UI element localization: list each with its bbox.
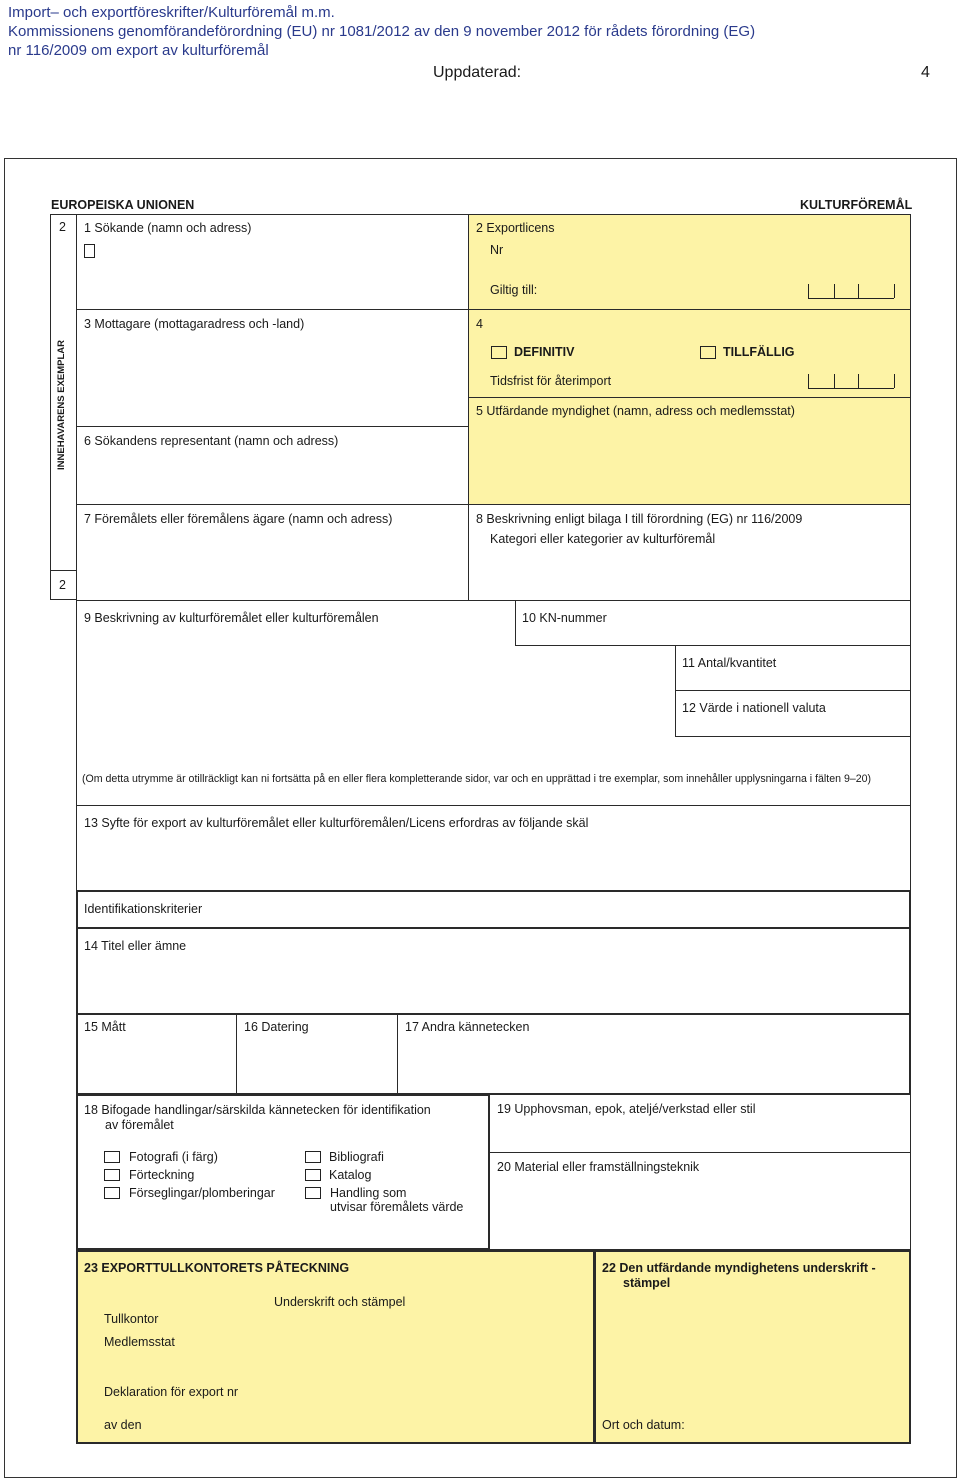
place-date-label: Ort och datum: (602, 1418, 685, 1432)
field-22-label: 22 Den utfärdande myndighetens underskrift - (602, 1261, 876, 1275)
field-11-label: 11 Antal/kvantitet (682, 656, 777, 670)
date-tick (894, 284, 895, 298)
field-14-box[interactable] (76, 927, 911, 1014)
catalogue-label: Katalog (329, 1168, 372, 1182)
field-22-sublabel: stämpel (623, 1276, 671, 1290)
updated-label: Uppdaterad: (433, 64, 522, 81)
field-18-label: 18 Bifogade handlingar/särskilda kännetecken för identifikation (84, 1103, 431, 1117)
field-7-label: 7 Föremålets eller föremålens ägare (namn och adress) (84, 512, 393, 526)
field-2-valid-label: Giltig till: (490, 283, 538, 297)
field-6-label: 6 Sökandens representant (namn och adress) (84, 434, 339, 448)
header-line-2: Kommissionens genomförandeförordning (EU) nr 1081/2012 av den 9 november 2012 för rådets förordning (EG) (8, 23, 756, 40)
field-16-17-divider (397, 1014, 398, 1094)
field-1-checkbox[interactable] (84, 244, 95, 258)
reimport-date-line (808, 388, 894, 389)
field-3-label: 3 Mottagare (mottagaradress och -land) (84, 317, 305, 331)
field-17-label: 17 Andra kännetecken (405, 1020, 530, 1034)
field-5-label: 5 Utfärdande myndighet (namn, adress och medlemsstat) (476, 404, 795, 418)
list-checkbox[interactable] (104, 1169, 120, 1181)
identification-label: Identifikationskriterier (84, 902, 203, 916)
side-label: INNEHAVARENS EXEMPLAR (56, 339, 67, 470)
value-document-checkbox[interactable] (305, 1187, 321, 1199)
photo-checkbox[interactable] (104, 1151, 120, 1163)
field-15-16-divider (236, 1014, 237, 1094)
value-document-label-2: utvisar föremålets värde (330, 1200, 464, 1214)
date-tick (834, 374, 835, 388)
date-tick (834, 284, 835, 298)
field-2-nr-label: Nr (490, 243, 504, 257)
field-8-sublabel: Kategori eller kategorier av kulturföremål (490, 532, 716, 546)
copy-number-top: 2 (59, 220, 66, 234)
field-16-label: 16 Datering (244, 1020, 309, 1034)
export-declaration-label: Deklaration för export nr (104, 1385, 239, 1399)
identification-divider (76, 1013, 911, 1015)
temporary-checkbox[interactable] (700, 346, 716, 359)
field-23-label: 23 EXPORTTULLKONTORETS PÅTECKNING (84, 1261, 350, 1275)
updated-value: 4 (921, 64, 930, 81)
member-state-label: Medlemsstat (104, 1335, 175, 1349)
field-15-label: 15 Mått (84, 1020, 126, 1034)
reimport-label: Tidsfrist för återimport (490, 374, 612, 388)
field-18-sublabel: av föremålet (105, 1118, 174, 1132)
copy-number-bottom: 2 (59, 578, 66, 592)
photo-label: Fotografi (i färg) (129, 1150, 218, 1164)
field-1-label: 1 Sökande (namn och adress) (84, 221, 252, 235)
field-23-signature-label: Underskrift och stämpel (274, 1295, 406, 1309)
field-20-label: 20 Material eller framställningsteknik (497, 1160, 700, 1174)
date-tick (808, 284, 809, 298)
eu-label: EUROPEISKA UNIONEN (51, 198, 195, 212)
field-12-label: 12 Värde i nationell valuta (682, 701, 826, 715)
field-4-label: 4 (476, 317, 483, 331)
field-2-label: 2 Exportlicens (476, 221, 555, 235)
date-tick (858, 284, 859, 298)
definitive-label: DEFINITIV (514, 345, 575, 359)
field-10-label: 10 KN-nummer (522, 611, 607, 625)
date-tick (858, 374, 859, 388)
bibliography-label: Bibliografi (329, 1150, 384, 1164)
date-tick (894, 374, 895, 388)
declaration-date-label: av den (104, 1418, 142, 1432)
field-9-label: 9 Beskrivning av kulturföremålet eller kulturföremålen (84, 611, 379, 625)
field-19-label: 19 Upphovsman, epok, ateljé/verkstad eller stil (497, 1102, 756, 1116)
field-14-label: 14 Titel eller ämne (84, 939, 187, 953)
header-line-1: Import– och exportföreskrifter/Kulturföremål m.m. (8, 4, 335, 21)
field-8-label: 8 Beskrivning enligt bilaga I till förordning (EG) nr 116/2009 (476, 512, 803, 526)
header-line-3: nr 116/2009 om export av kulturföremål (8, 42, 269, 59)
seals-checkbox[interactable] (104, 1187, 120, 1199)
date-tick (808, 374, 809, 388)
bibliography-checkbox[interactable] (305, 1151, 321, 1163)
type-label: KULTURFÖREMÅL (800, 198, 913, 212)
customs-office-label: Tullkontor (104, 1312, 159, 1326)
continuation-note: (Om detta utrymme är otillräckligt kan ni fortsätta på en eller flera kompletterande sidor, var och en upprättad i tre exemplar, som innehåller upplysningarna i fälten 9–20) (82, 773, 872, 785)
valid-date-line (808, 298, 894, 299)
definitive-checkbox[interactable] (491, 346, 507, 359)
catalogue-checkbox[interactable] (305, 1169, 321, 1181)
value-document-label: Handling som (330, 1186, 407, 1200)
temporary-label: TILLFÄLLIG (723, 345, 795, 359)
list-label: Förteckning (129, 1168, 195, 1182)
seals-label: Förseglingar/plomberingar (129, 1186, 275, 1200)
field-13-label: 13 Syfte för export av kulturföremålet eller kulturföremålen/Licens erfordras av följande skäl (84, 816, 589, 830)
